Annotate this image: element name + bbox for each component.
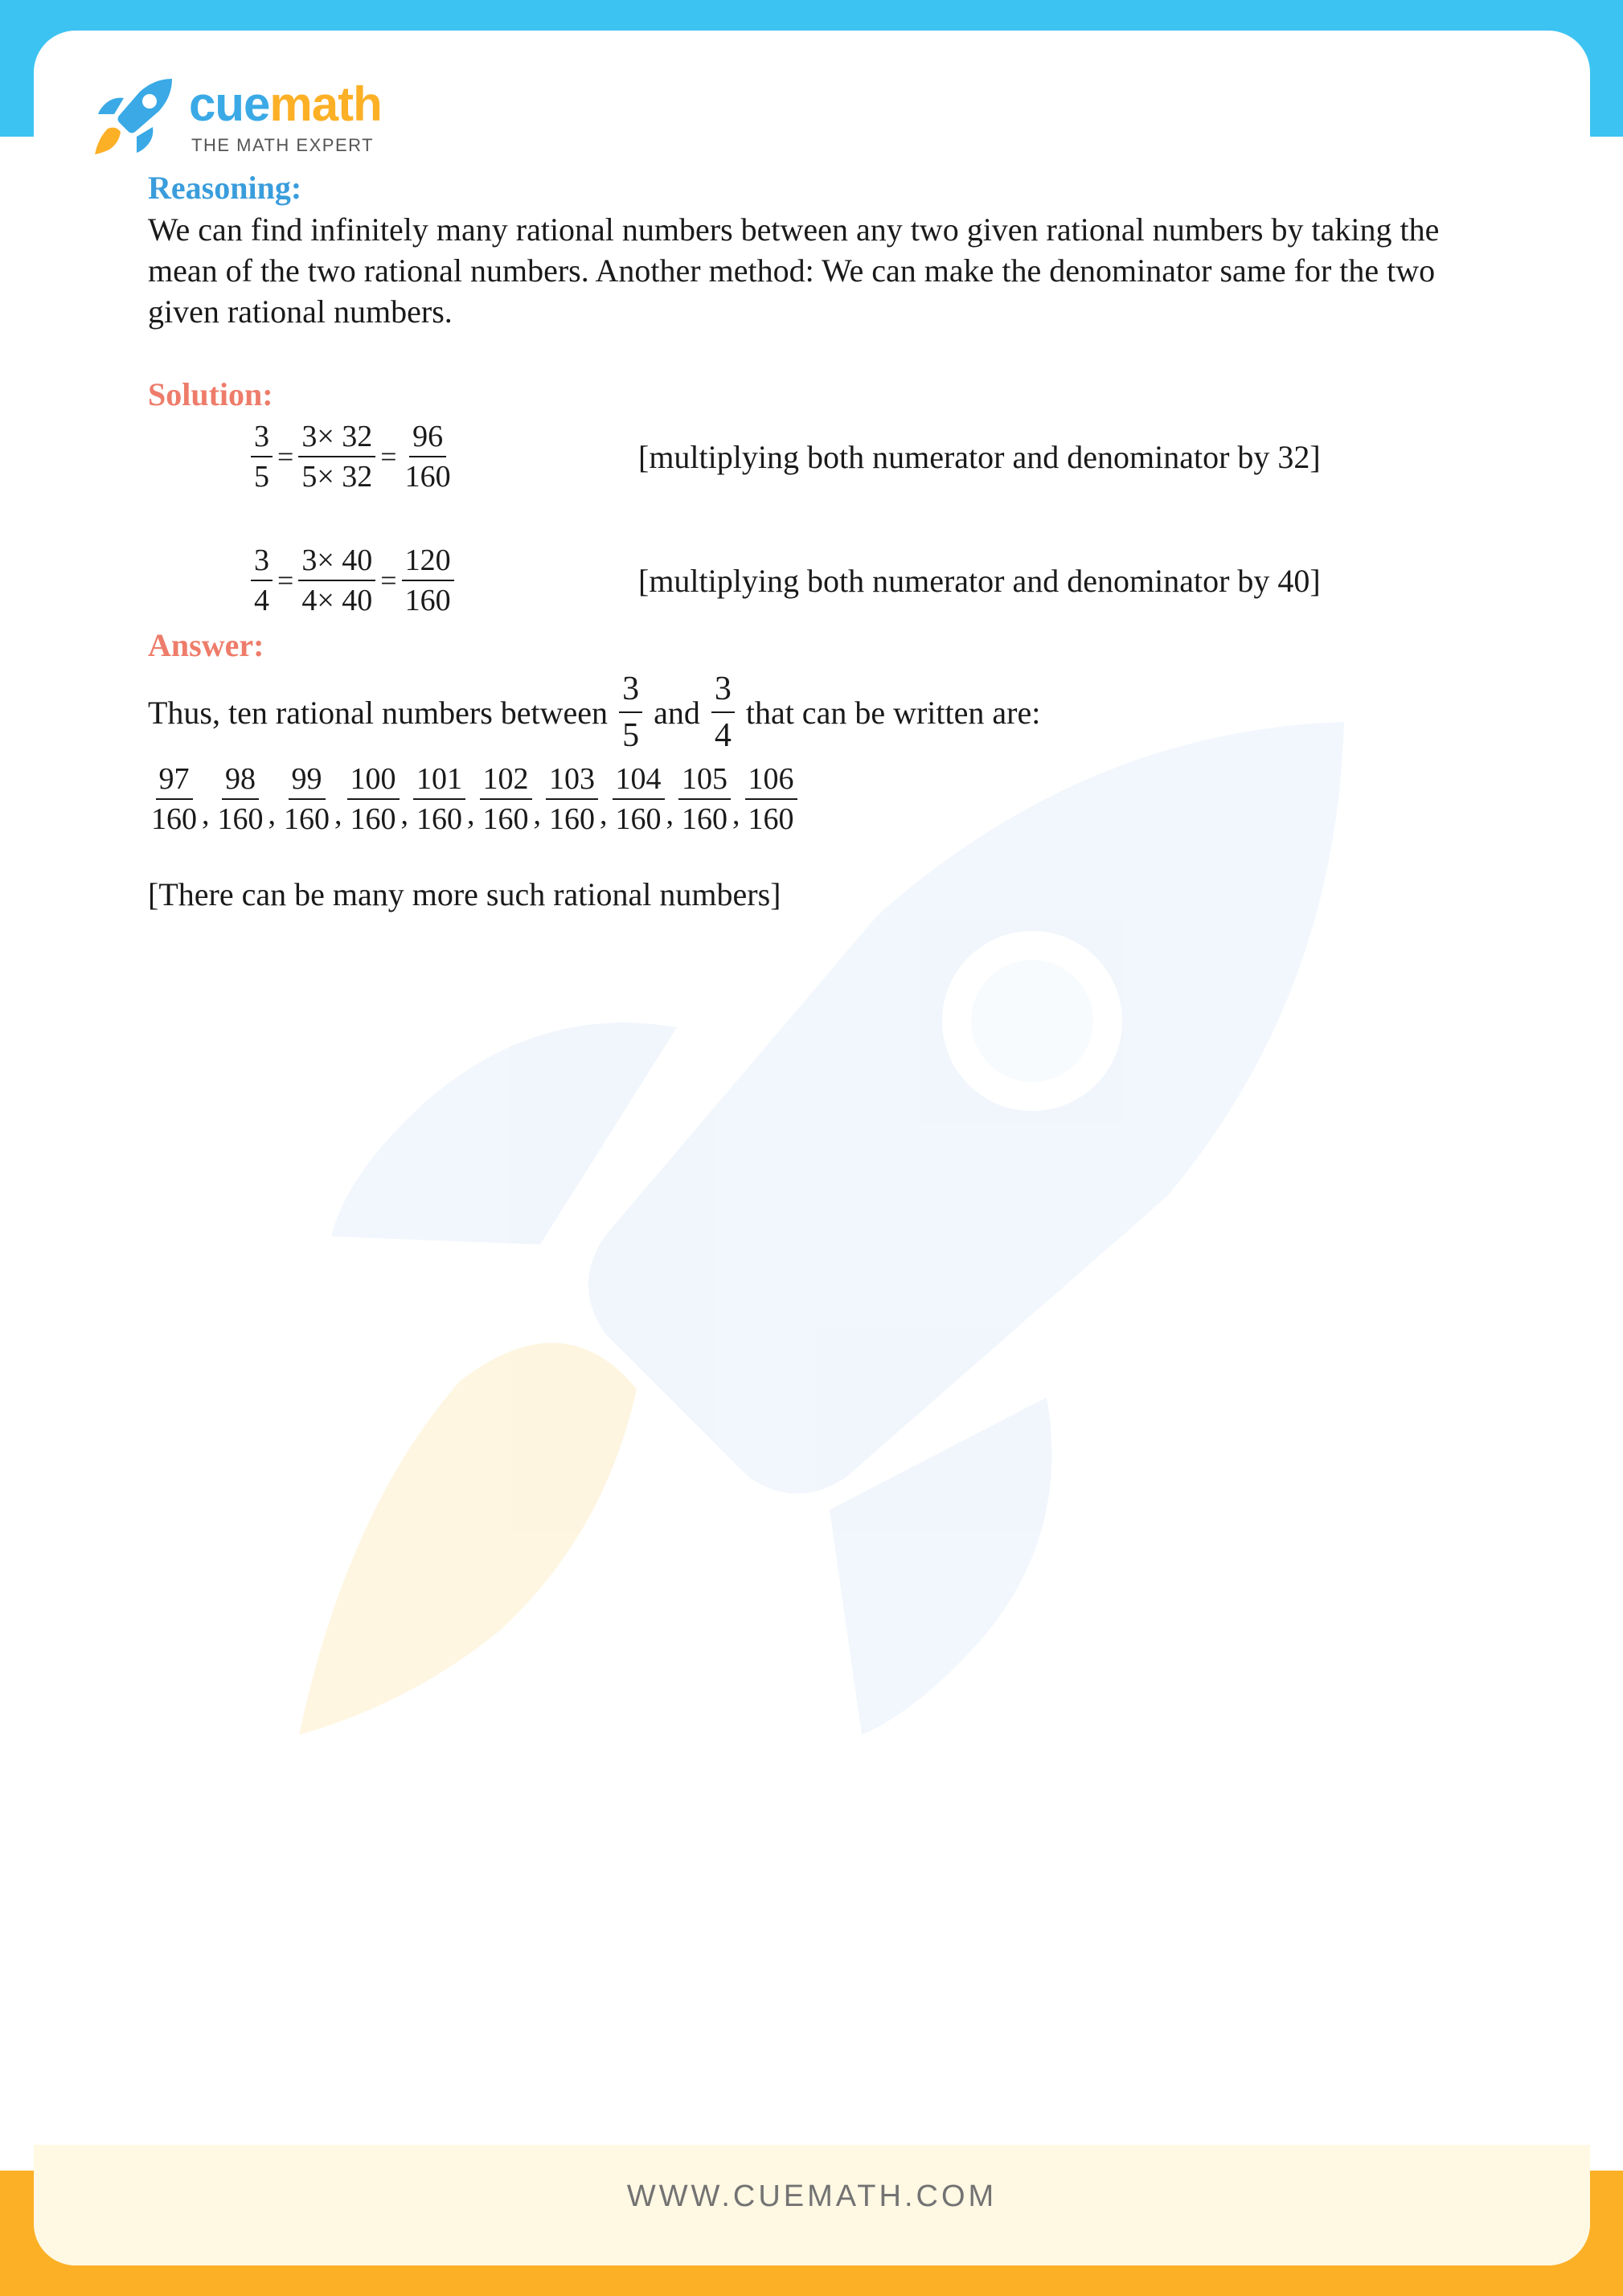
logo-word-cue: cue [189, 77, 270, 131]
fraction [298, 417, 375, 496]
comma: , [400, 797, 408, 831]
numerator: 98 [222, 760, 259, 800]
answer-conjunction: and [654, 694, 700, 731]
numerator: 120 [402, 541, 454, 581]
fraction-three-fourths [711, 666, 735, 758]
reasoning-text: We can find infinitely many rational numbers between any two given rational numbers by taking the mean of the two rational numbers. Another method: We can make the denominator same for the two given rational numbers. [148, 211, 1440, 330]
equation-2 [251, 541, 454, 620]
denominator: 160 [404, 460, 451, 494]
list-item [281, 760, 333, 838]
answer-heading: Answer: [148, 627, 264, 663]
numerator: 3 [619, 666, 642, 713]
comma: , [467, 797, 475, 831]
numerator: 101 [413, 760, 465, 800]
denominator: 160 [151, 802, 197, 836]
numerator: 102 [480, 760, 532, 800]
comma: , [732, 797, 740, 831]
answer-outro: that can be written are: [745, 694, 1041, 731]
list-item [546, 760, 598, 838]
fraction [402, 417, 454, 496]
denominator: 4 [714, 717, 732, 754]
denominator: 4× 40 [301, 584, 373, 617]
list-item [347, 760, 400, 838]
list-item [215, 760, 267, 838]
footer-url[interactable]: WWW.CUEMATH.COM [626, 2179, 998, 2213]
equation-1 [251, 417, 454, 496]
equals-sign: = [380, 441, 397, 473]
denominator: 160 [284, 802, 330, 836]
denominator: 160 [350, 802, 396, 836]
answer-statement [148, 666, 1466, 758]
denominator: 5 [622, 717, 640, 754]
numerator: 99 [289, 760, 326, 800]
answer-note: [There can be many more such rational numbers] [148, 876, 781, 912]
fraction-three-fifths [619, 666, 642, 758]
numerator: 3 [251, 417, 273, 457]
numerator: 96 [409, 417, 446, 457]
numerator: 3× 40 [298, 541, 375, 581]
solution-heading: Solution: [148, 376, 273, 412]
equals-sign: = [277, 564, 294, 597]
rocket-logo-icon [88, 74, 177, 162]
comma: , [666, 797, 674, 831]
numerator: 3 [711, 666, 735, 713]
equals-sign: = [277, 441, 294, 473]
equation-1-note: [multiplying both numerator and denominator by 32] [638, 439, 1321, 475]
fraction [402, 541, 454, 620]
numerator: 3 [251, 541, 273, 581]
logo-tagline: THE MATH EXPERT [191, 135, 375, 155]
equation-2-note: [multiplying both numerator and denominator by 40] [638, 563, 1321, 599]
fraction [298, 541, 375, 620]
numerator: 105 [678, 760, 731, 800]
list-item [678, 760, 731, 838]
denominator: 160 [615, 802, 662, 836]
cuemath-logo[interactable] [88, 74, 410, 162]
list-item [480, 760, 532, 838]
comma: , [268, 797, 276, 831]
reasoning-heading: Reasoning: [148, 170, 302, 206]
denominator: 160 [404, 584, 451, 617]
numerator: 100 [347, 760, 400, 800]
denominator: 160 [748, 802, 794, 836]
comma: , [334, 797, 342, 831]
denominator: 160 [682, 802, 727, 836]
answer-intro: Thus, ten rational numbers between [148, 694, 609, 731]
denominator: 160 [217, 802, 264, 836]
equation-row-1 [148, 416, 1466, 506]
list-item [413, 760, 465, 838]
numerator: 103 [546, 760, 598, 800]
list-item [148, 760, 200, 838]
list-item [613, 760, 665, 838]
list-item [745, 760, 797, 838]
comma: , [533, 797, 541, 831]
document-content [148, 167, 1466, 915]
logo-wordmark [189, 77, 382, 131]
fraction [251, 417, 273, 496]
comma: , [600, 797, 608, 831]
denominator: 160 [482, 802, 529, 836]
equals-sign: = [380, 564, 397, 597]
denominator: 160 [416, 802, 462, 836]
equation-row-2 [148, 541, 1466, 631]
denominator: 5 [254, 460, 269, 494]
logo-word-math: math [269, 77, 382, 131]
numerator: 97 [156, 760, 193, 800]
numerator: 3× 32 [298, 417, 375, 457]
comma: , [202, 797, 210, 831]
fraction [251, 541, 273, 620]
numerator: 106 [745, 760, 797, 800]
numerator: 104 [613, 760, 665, 800]
denominator: 4 [254, 584, 269, 617]
rational-number-list [148, 760, 1466, 838]
denominator: 160 [549, 802, 595, 836]
denominator: 5× 32 [301, 460, 373, 494]
